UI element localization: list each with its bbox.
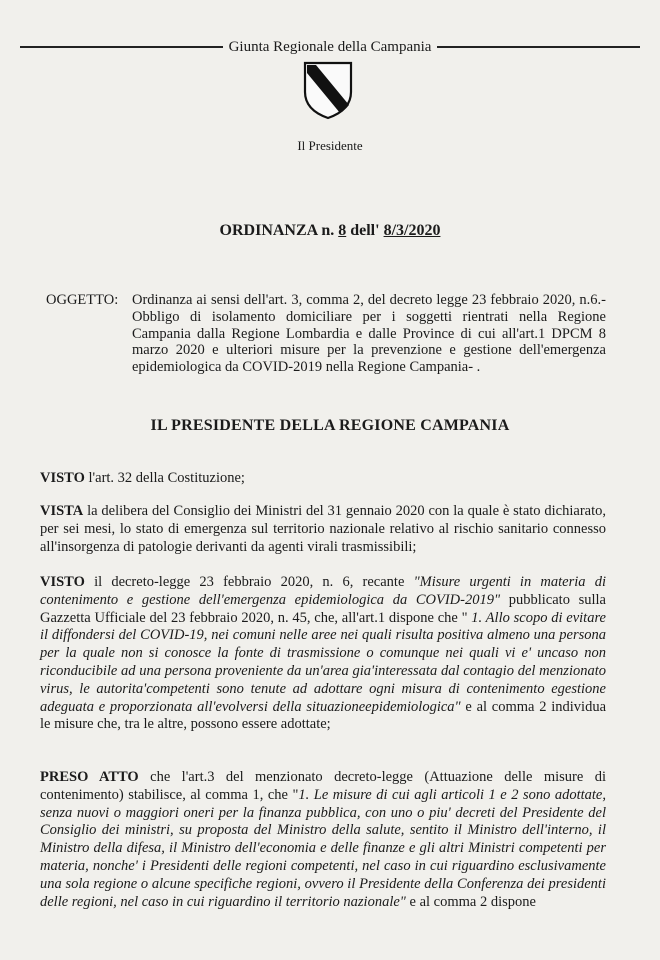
letterhead-rule-right (437, 46, 640, 48)
ordinanza-title (0, 222, 660, 240)
letterhead-title: Giunta Regionale della Campania (228, 38, 432, 55)
oggetto-text: Ordinanza ai sensi dell'art. 3, comma 2, del decreto legge 23 febbraio 2020, n.6.- Obbligo di isolamento domiciliare per i soggetti rientrati nella Regione Campania dalla Regione Lombardia e dalle Province di cui all'art.1 DPCM 8 marzo 2020 e ulteriori misure per la prevenzione e gestione dell'emergenza epidemiologica da COVID-2019 nella Regione Campania- . (132, 292, 606, 376)
paragraph-lead: PRESO ATTO (40, 769, 139, 785)
ordinanza-date-prefix: dell' (350, 222, 380, 239)
article-3-quote: 1. Le misure di cui agli articoli 1 e 2 sono adottate, senza nuovi o maggiori oneri per la finanza pubblica, con uno o piu' decreti del Presidente del Consiglio dei ministri, su proposta del Ministro della salute, sentito il Ministro dell'interno, il Ministro della difesa, il Ministro dell'economia e delle finanze e gli altri Ministri competenti per materia, nonche' i Presidenti delle regioni competenti, nel caso in cui riguardino esclusivamente una sola regione o alcune specifiche regioni, ovvero il Presidente della Conferenza dei presidenti delle regioni, nel caso in cui riguardino il territorio nazionale" (40, 786, 606, 910)
visto-decreto-paragraph (40, 574, 606, 734)
president-subtitle: Il Presidente (297, 138, 363, 153)
letterhead (20, 36, 640, 58)
paragraph-text: e al comma 2 dispone (405, 893, 536, 910)
ordinanza-prefix: ORDINANZA n. (219, 222, 335, 239)
paragraph-text: l'art. 32 della Costituzione; (84, 470, 245, 486)
paragraph-text: che l'art.3 del menzionato decreto-legge (Attuazione delle misure di contenimento) stabilisce, al comma 1, che " (40, 769, 606, 803)
paragraph-lead: VISTA (40, 503, 84, 519)
paragraph-text: la delibera del Consiglio dei Ministri del 31 gennaio 2020 con la quale è stato dichiarato, per sei mesi, lo stato di emergenza sul territorio nazionale relativo al rischio sanitario connesso all'insorgenza di patologie derivanti da agenti virali trasmissibili; (40, 503, 606, 555)
paragraph-text: pubblicato sulla Gazzetta Ufficiale del 23 febbraio 2020, n. 45, che, all'art.1 dispone che " (40, 591, 606, 626)
vista-delibera-paragraph (40, 503, 606, 556)
visto-costituzione-paragraph (40, 470, 606, 488)
preso-atto-paragraph (40, 769, 606, 911)
oggetto-label: OGGETTO: (46, 292, 119, 308)
paragraph-lead: VISTO (40, 470, 85, 486)
paragraph-text: il decreto-legge 23 febbraio 2020, n. 6, recante (84, 574, 414, 590)
letterhead-rule-left (20, 46, 223, 48)
paragraph-lead: VISTO (40, 574, 85, 590)
ordinanza-date: 8/3/2020 (383, 222, 441, 239)
decree-title-quote: "Misure urgenti in materia di contenimento e gestione dell'emergenza epidemiologica da COVID-2019" (40, 574, 606, 608)
section-heading: IL PRESIDENTE DELLA REGIONE CAMPANIA (150, 417, 510, 434)
paragraph-text: e al comma 2 individua le misure che, tra le altre, possono essere adottate; (40, 698, 606, 733)
campania-coat-of-arms-icon (302, 60, 354, 120)
article-1-quote: 1. Allo scopo di evitare il diffondersi del COVID-19, nei comuni nelle aree nei quali risulta positiva almeno una persona per la quale non si conosce la fonte di trasmissione o comunque nei quali vi e' uncaso non riconducibile ad una persona proveniente da un'area gia'interessata dal contagio del menzionato virus, le autorita'competenti sono tenute ad adottare ogni misura di contenimento egestione adeguata e proporzionata all'evolversi della situazioneepidemiologica" (40, 609, 606, 715)
ordinanza-number: 8 (338, 222, 347, 239)
